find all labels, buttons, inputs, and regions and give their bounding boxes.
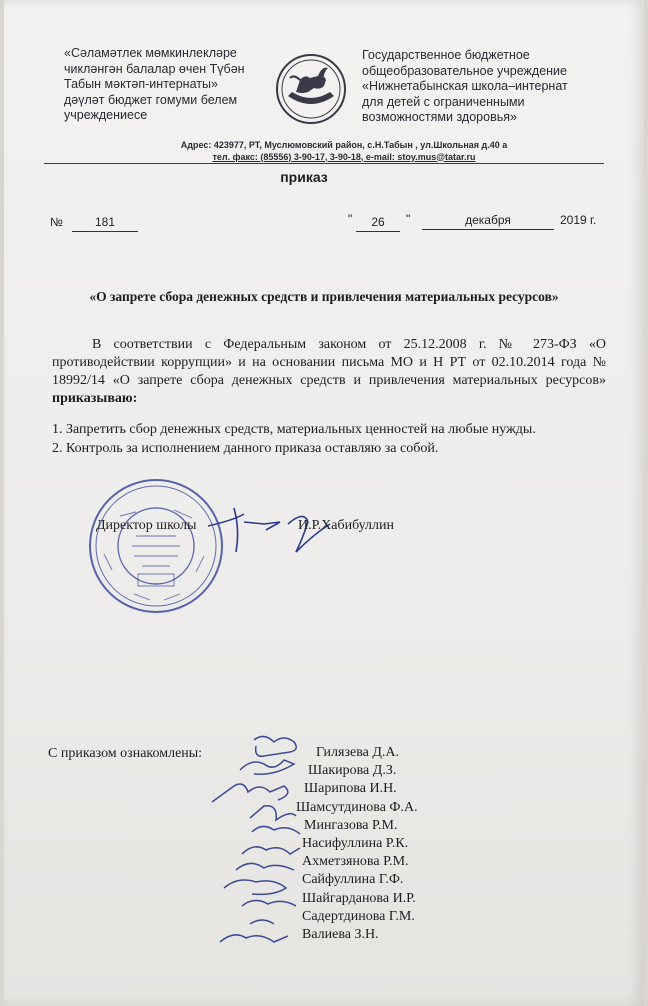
date-quote-close: " bbox=[406, 212, 411, 226]
address-line: Адрес: 423977, РТ, Муслюмовский район, с.Н.Табын , ул.Школьная д.40 а bbox=[180, 140, 508, 150]
body-command: приказываю: bbox=[52, 391, 138, 406]
header-left-line: учреждениесе bbox=[64, 108, 148, 122]
order-number-label: № bbox=[50, 215, 63, 229]
staff-name: Валиева З.Н. bbox=[302, 927, 379, 943]
staff-name: Шамсутдинова Ф.А. bbox=[296, 799, 418, 815]
signer-title: Директор школы bbox=[96, 518, 197, 533]
staff-name: Шайгарданова И.Р. bbox=[302, 890, 416, 906]
date-year: 2019 г. bbox=[560, 213, 597, 227]
header-left-tatar bbox=[64, 46, 254, 124]
order-number: 181 bbox=[72, 215, 138, 232]
document-page bbox=[4, 0, 644, 1006]
tatarstan-emblem-icon bbox=[274, 52, 348, 126]
order-body bbox=[52, 336, 606, 408]
date-day: 26 bbox=[356, 215, 400, 232]
header-left-line: «Сәламәтлек мөмкинлекләре bbox=[64, 46, 237, 60]
header-left-line: дәүләт бюджет гомуми белем bbox=[64, 92, 238, 107]
acknowledgement-label: С приказом ознакомлены: bbox=[48, 746, 203, 761]
document-title: приказ bbox=[280, 169, 328, 185]
staff-name: Сайфуллина Г.Ф. bbox=[302, 872, 404, 888]
body-paragraph: В соответствии с Федеральным законом от 25.12.2008 г. № 273-ФЗ «О противодействии коррупции» и на основании письма МО и Н РТ от 02.10.2014 года № 18992/14 «О запрете сбора денежных средств и привлечения материальных ресурсов» bbox=[52, 337, 606, 388]
header-right-line: общеобразовательное учреждение bbox=[362, 63, 567, 78]
header-right-line: «Нижнетабынская школа–интернат bbox=[362, 79, 568, 93]
order-item: 1. Запретить сбор денежных средств, материальных ценностей на любые нужды. bbox=[52, 422, 536, 437]
contact-line: тел. факс: (85556) 3-90-17, 3-90-18, e-mail: stoy.mus@tatar.ru bbox=[212, 151, 476, 162]
order-subject: «О запрете сбора денежных средств и привлечения материальных ресурсов» bbox=[89, 289, 559, 304]
header-left-line: чикләнгән балалар өчен Түбән bbox=[64, 61, 245, 76]
signer-name: И.Р.Хабибуллин bbox=[298, 518, 395, 533]
staff-name: Садертдинова Г.М. bbox=[302, 908, 415, 924]
header-divider bbox=[44, 163, 604, 164]
staff-name: Шакирова Д.З. bbox=[308, 763, 397, 779]
header-right-line: для детей с ограниченными bbox=[362, 94, 525, 109]
staff-name: Шарипова И.Н. bbox=[304, 781, 397, 797]
staff-name: Гилязева Д.А. bbox=[316, 745, 400, 760]
staff-list bbox=[296, 744, 418, 944]
staff-name: Насифуллина Р.К. bbox=[302, 836, 409, 852]
order-item: 2. Контроль за исполнением данного приказа оставляю за собой. bbox=[52, 441, 439, 456]
date-month: декабря bbox=[422, 213, 554, 230]
date-quote-open: " bbox=[348, 212, 353, 226]
order-items bbox=[52, 420, 612, 458]
header-right-line: Государственное бюджетное bbox=[362, 48, 530, 62]
school-address bbox=[154, 140, 534, 163]
header-right-line: возможностями здоровья» bbox=[362, 110, 517, 124]
staff-name: Ахметзянова Р.М. bbox=[302, 854, 409, 870]
header-right-russian bbox=[362, 48, 592, 126]
header-left-line: Табын мәктәп-интернаты» bbox=[64, 77, 218, 91]
staff-name: Мингазова Р.М. bbox=[304, 817, 398, 833]
